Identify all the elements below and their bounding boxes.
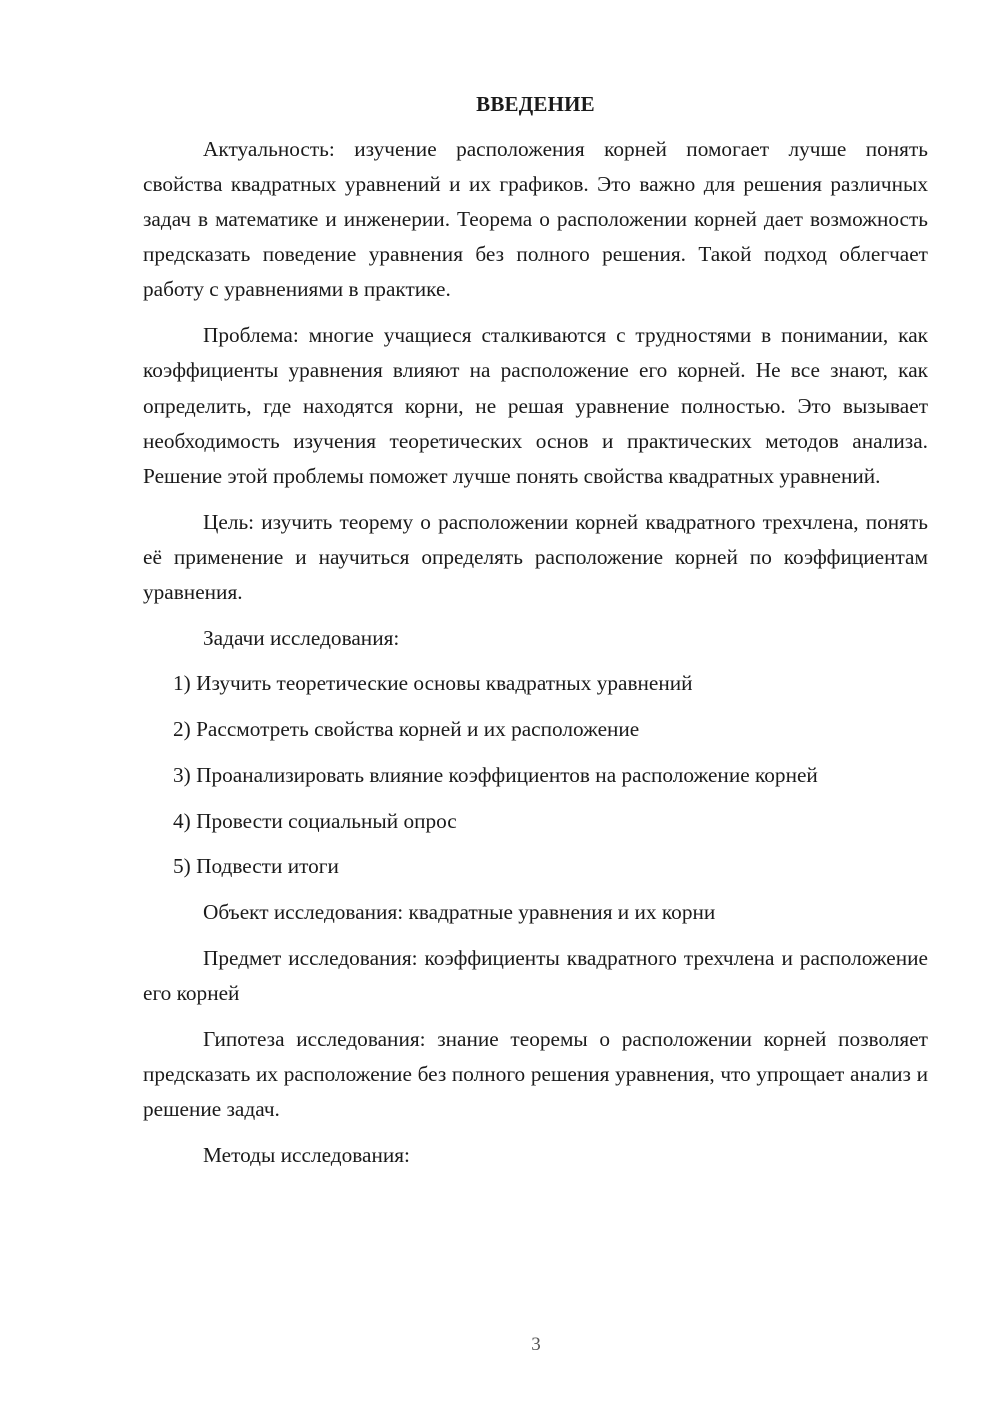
- paragraph-methods: Методы исследования:: [203, 1142, 410, 1167]
- list-item: 5) Подвести итоги: [173, 854, 339, 879]
- paragraph-subject: Предмет исследования: коэффициенты квадратного трехчлена и расположение его корней: [143, 945, 928, 1005]
- paragraph-hypothesis: Гипотеза исследования: знание теоремы о расположении корней позволяет предсказать их расположение без полного решения уравнения, что упрощает анализ и решение задач.: [143, 1026, 928, 1121]
- document-page: [143, 88, 928, 1183]
- paragraph-goal: Цель: изучить теорему о расположении корней квадратного трехчлена, понять её применение и научиться определять расположение корней по коэффициентам уравнения.: [143, 509, 928, 605]
- paragraph-object: Объект исследования: квадратные уравнения и их корни: [203, 899, 716, 924]
- list-item: 4) Провести социальный опрос: [173, 808, 457, 833]
- page-number: 3: [531, 1334, 541, 1355]
- paragraph-problem: Проблема: многие учащиеся сталкиваются с трудностями в понимании, как коэффициенты уравнения влияют на расположение его корней. Не все знают, как определить, где находятся корни, не решая уравнение полностью. Это вызывает необходимость изучения теоретических основ и практических методов анализа. Решение этой проблемы поможет лучше понять свойства квадратных уравнений.: [143, 323, 928, 488]
- list-item: 3) Проанализировать влияние коэффициентов на расположение корней: [173, 762, 818, 787]
- list-item: 2) Рассмотреть свойства корней и их расположение: [173, 717, 640, 742]
- list-item: 1) Изучить теоретические основы квадратных уравнений: [173, 671, 693, 696]
- paragraph-tasks-heading: Задачи исследования:: [203, 625, 400, 650]
- page-title: ВВЕДЕНИЕ: [476, 92, 595, 116]
- paragraph-relevance: Актуальность: изучение расположения корней помогает лучше понять свойства квадратных уравнений и их графиков. Это важно для решения различных задач в математике и инженерии. Теорема о расположении корней дает возможность предсказать поведение уравнения без полного решения. Такой подход облегчает работу с уравнениями в практике.: [143, 136, 928, 302]
